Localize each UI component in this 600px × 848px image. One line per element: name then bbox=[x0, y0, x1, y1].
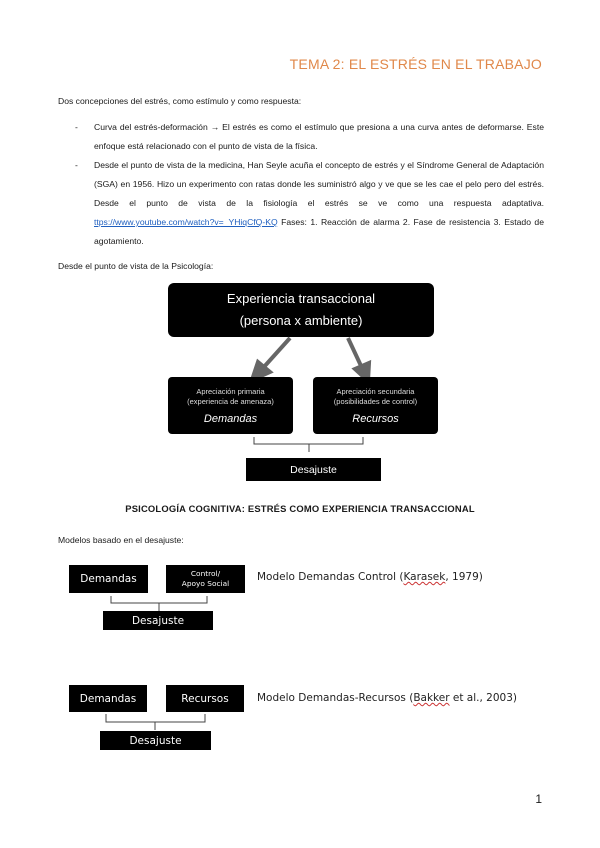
resources-label: Recursos bbox=[352, 412, 399, 425]
demands-label: Demandas bbox=[80, 573, 137, 585]
demands-box bbox=[69, 565, 148, 593]
bullet-text: Curva del estrés-deformación → El estrés es como el estímulo que presiona a una curva antes de deformarse. Este enfoque está relacionado con el punto de vista de la física. bbox=[94, 122, 544, 151]
demands-label: Demandas bbox=[203, 412, 258, 425]
box-caption: Apreciación secundaria bbox=[336, 386, 415, 396]
page-number: 1 bbox=[535, 792, 542, 806]
models-label: Modelos basado en el desajuste: bbox=[58, 535, 184, 545]
intro-text: Dos concepciones del estrés, como estímulo y como respuesta: bbox=[58, 96, 302, 106]
brace-diagram1 bbox=[254, 437, 363, 452]
label-text: Modelo Demandas Control ( bbox=[257, 571, 404, 583]
box-caption: Apreciación primaria bbox=[196, 386, 265, 396]
list-item: - Desde el punto de vista de la medicina, Han Seyle acuña el concepto de estrés y el Síndrome General de Adaptación (SGA) en 1956. Hizo un experimento con ratas donde les suministró algo y ve que se les cae el pelo pero del estrés. Desde el punto de vista de la fisiología el estrés se ve como una respuesta adaptativa. ttps://www.youtube.com/watch?v=_YHiqCfQ-KQ Fases: 1. Reacción de alarma 2. Fase de resistencia 3. Estado de agotamiento. bbox=[75, 160, 544, 246]
label-text: , 1979) bbox=[445, 571, 483, 583]
arrow-left bbox=[263, 338, 290, 368]
control-support-box bbox=[166, 565, 245, 593]
box-caption: (posibilidades de control) bbox=[333, 396, 418, 406]
page-title: TEMA 2: EL ESTRÉS EN EL TRABAJO bbox=[289, 56, 542, 72]
list-item: - Curva del estrés-deformación → El estrés es como el estímulo que presiona a una curva antes de deformarse. Este enfoque está relacionado con el punto de vista de la física. bbox=[75, 122, 544, 151]
section-heading: PSICOLOGÍA COGNITIVA: ESTRÉS COMO EXPERIENCIA TRANSACCIONAL bbox=[125, 503, 475, 514]
demands-label: Demandas bbox=[79, 692, 137, 705]
mismatch-box bbox=[246, 458, 381, 481]
secondary-appraisal-box bbox=[313, 377, 438, 434]
model2-label bbox=[257, 692, 517, 704]
youtube-link[interactable]: ttps://www.youtube.com/watch?v=_YHiqCfQ-KQ bbox=[94, 217, 278, 227]
mismatch-box bbox=[103, 611, 213, 630]
mismatch-box bbox=[100, 731, 211, 750]
brace-model1 bbox=[111, 596, 207, 611]
mismatch-label: Desajuste bbox=[129, 734, 182, 747]
bullet-text: Fases: 1. Reacción de alarma 2. Fase de resistencia 3. Estado de agotamiento. bbox=[94, 217, 544, 246]
support-label: Apoyo Social bbox=[181, 579, 230, 588]
demands-box bbox=[69, 685, 147, 712]
control-label: Control/ bbox=[190, 569, 221, 578]
resources-label: Recursos bbox=[181, 692, 229, 705]
primary-appraisal-box bbox=[168, 377, 293, 434]
label-text: Modelo Demandas-Recursos ( bbox=[257, 692, 414, 704]
arrow-right bbox=[348, 338, 362, 368]
label-text: et al., 2003) bbox=[449, 692, 517, 704]
psychology-label: Desde el punto de vista de la Psicología: bbox=[58, 261, 214, 271]
box-title: Experiencia transaccional bbox=[226, 291, 376, 306]
box-caption: (experiencia de amenaza) bbox=[187, 396, 274, 406]
author-name: Bakker bbox=[413, 692, 450, 704]
brace-model2 bbox=[106, 714, 205, 730]
resources-box bbox=[166, 685, 244, 712]
bullet-text: Desde el punto de vista de la medicina, Han Seyle acuña el concepto de estrés y el Síndrome General de Adaptación (SGA) en 1956. Hizo un experimento con ratas donde les suministró algo y ve que se les cae el pelo pero del estrés. Desde el punto de vista de la fisiología el estrés se ve como una respuesta adaptativa. bbox=[94, 160, 544, 208]
box-subtitle: (persona x ambiente) bbox=[239, 313, 363, 328]
mismatch-label: Desajuste bbox=[131, 614, 185, 627]
model1-label bbox=[257, 571, 483, 583]
author-name: Karasek bbox=[403, 571, 446, 583]
mismatch-label: Desajuste bbox=[290, 463, 337, 476]
